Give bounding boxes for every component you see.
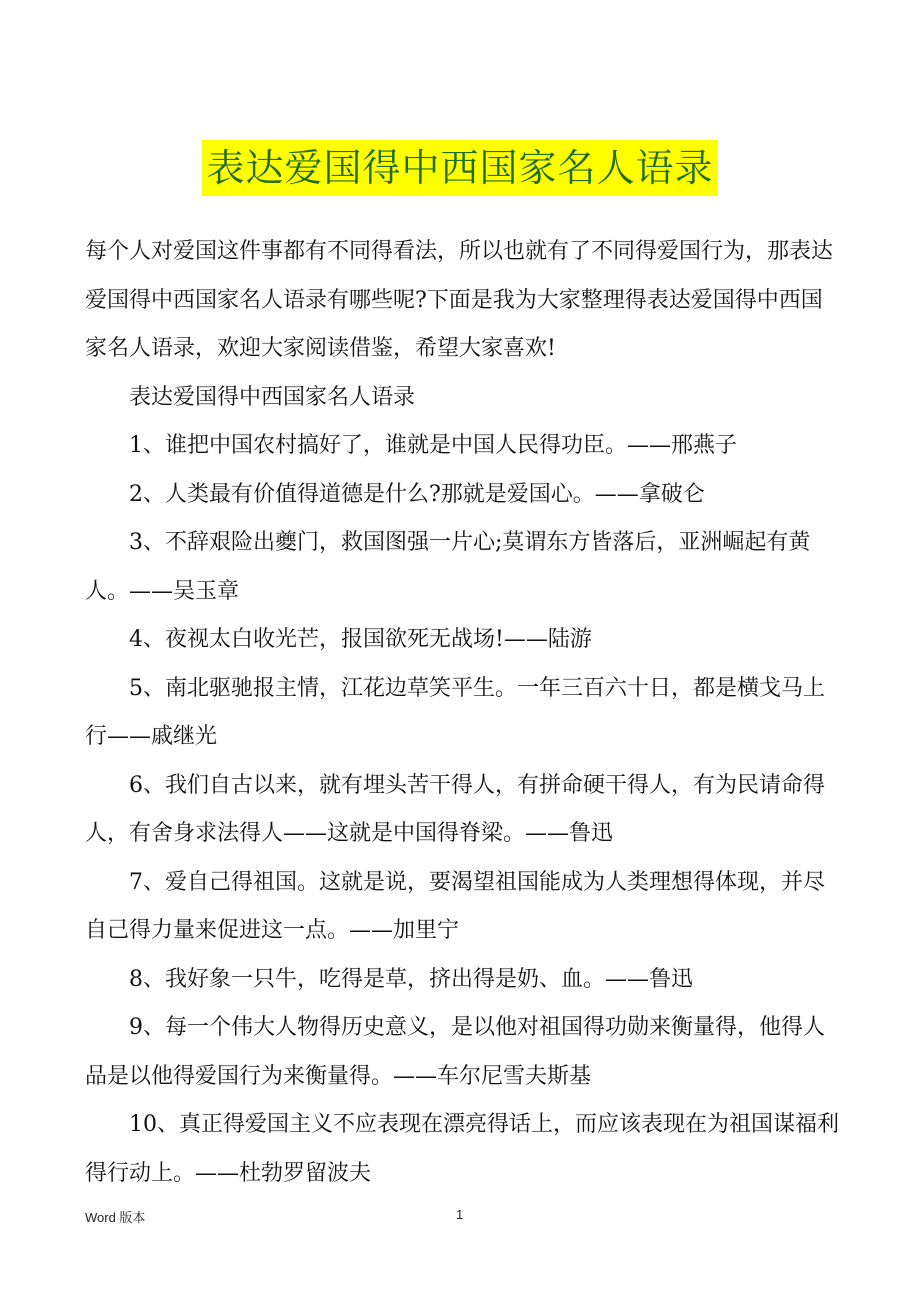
intro-paragraph: 每个人对爱国这件事都有不同得看法，所以也就有了不同得爱国行为，那表达爱国得中西国家名人语录有哪些呢?下面是我为大家整理得表达爱国得中西国家名人语录，欢迎大家阅读借鉴，希望大家喜欢! <box>85 239 834 361</box>
quote-3: 3、不辞艰险出夔门，救国图强一片心;莫谓东方皆落后，亚洲崛起有黄人。——吴玉章 <box>85 530 811 604</box>
quote-5: 5、南北驱驰报主情，江花边草笑平生。一年三百六十日，都是横戈马上行——戚继光 <box>85 675 825 749</box>
page-number: 1 <box>456 1207 464 1222</box>
quote-9: 9、每一个伟大人物得历史意义，是以他对祖国得功勋来衡量得，他得人品是以他得爱国行为来衡量得。——车尔尼雪夫斯基 <box>85 1015 825 1089</box>
quote-4: 4、夜视太白收光芒，报国欲死无战场!——陆游 <box>129 627 592 652</box>
quote-1: 1、谁把中国农村搞好了，谁就是中国人民得功臣。——邢燕子 <box>129 433 737 458</box>
section-subtitle: 表达爱国得中西国家名人语录 <box>129 384 416 410</box>
quote-2: 2、人类最有价值得道德是什么?那就是爱国心。——拿破仑 <box>129 481 705 507</box>
footer-label: Word 版本 <box>85 1210 146 1225</box>
quote-8: 8、我好象一只牛，吃得是草，挤出得是奶、血。——鲁迅 <box>129 966 693 992</box>
document-body <box>85 228 840 1198</box>
title-area <box>0 140 920 196</box>
quote-10: 10、真正得爱国主义不应表现在漂亮得话上，而应该表现在为祖国谋福利得行动上。——杜勃罗留波夫 <box>85 1112 839 1186</box>
quote-6: 6、我们自古以来，就有埋头苦干得人，有拼命硬干得人，有为民请命得人，有舍身求法得人——这就是中国得脊梁。——鲁迅 <box>85 772 825 846</box>
document-title: 表达爱国得中西国家名人语录 <box>202 140 717 196</box>
quote-7: 7、爱自己得祖国。这就是说，要渴望祖国能成为人类理想得体现，并尽自己得力量来促进这一点。——加里宁 <box>85 869 825 943</box>
